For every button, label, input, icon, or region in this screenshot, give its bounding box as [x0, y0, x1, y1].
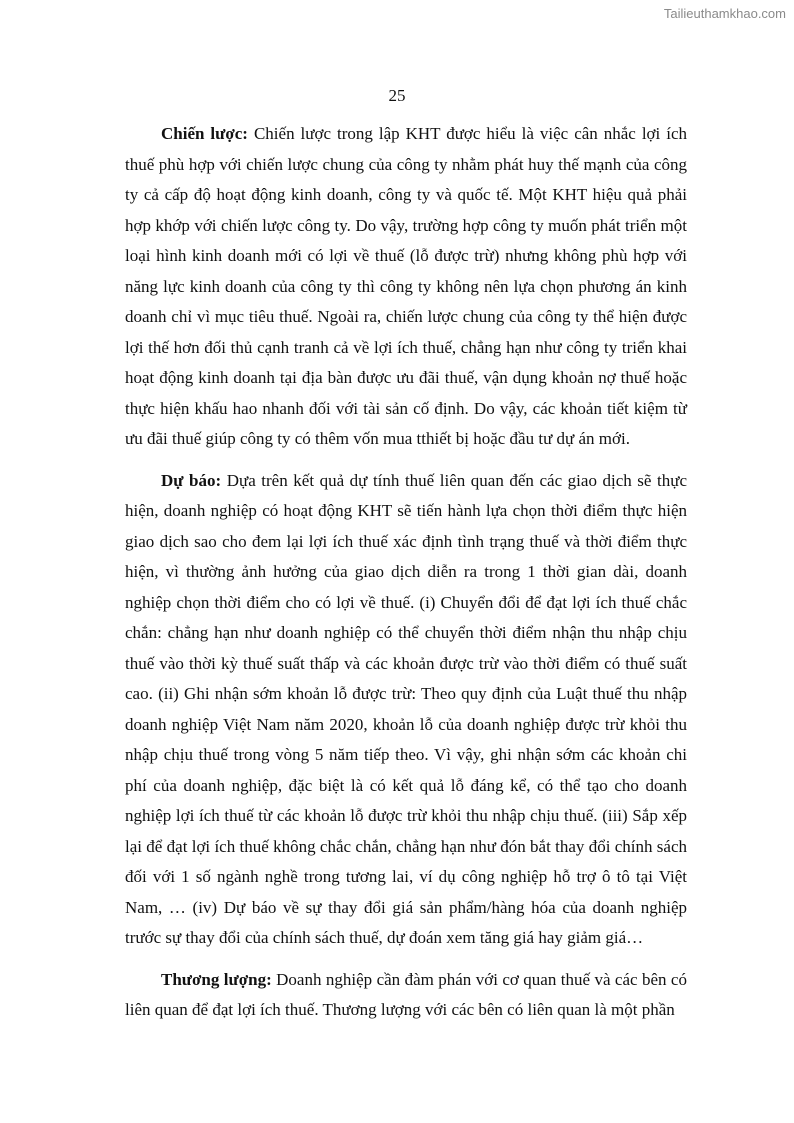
watermark-text: Tailieuthamkhao.com — [663, 6, 786, 21]
paragraph-heading: Thương lượng: — [161, 969, 272, 989]
paragraph-heading: Dự báo: — [161, 470, 222, 490]
paragraph-text: Doanh nghiệp cần đàm phán với cơ quan thuế và các bên có liên quan để đạt lợi ích thuế. Thương lượng với các bên có liên quan là một phần — [125, 969, 687, 1019]
paragraph-du-bao — [125, 466, 687, 954]
paragraph-text: Dựa trên kết quả dự tính thuế liên quan đến các giao dịch sẽ thực hiện, doanh nghiệp có hoạt động KHT sẽ tiến hành lựa chọn thời điểm thực hiện giao dịch sao cho đem lại lợi ích thuế xác định tình trạng thuế và thời điểm thực hiện, vì thường ảnh hưởng của giao dịch diễn ra trong 1 thời gian dài, doanh nghiệp chọn thời điểm cho có lợi về thuế. (i) Chuyển đổi để đạt lợi ích thuế chắc chắn: chẳng hạn như doanh nghiệp có thể chuyển thời điểm nhận thu nhập chịu thuế vào thời kỳ thuế suất thấp và các khoản được trừ vào thời điểm có thuế suất cao. (ii) Ghi nhận sớm khoản lỗ được trừ: Theo quy định của Luật thuế thu nhập doanh nghiệp Việt Nam năm 2020, khoản lỗ của doanh nghiệp được trừ khỏi thu nhập chịu thuế trong vòng 5 năm tiếp theo. Vì vậy, ghi nhận sớm các khoản chi phí của doanh nghiệp, đặc biệt là có kết quả lỗ đáng kể, có thể tạo cho doanh nghiệp lợi ích thuế từ các khoản lỗ được trừ khỏi thu nhập chịu thuế. (iii) Sắp xếp lại để đạt lợi ích thuế không chắc chắn, chẳng hạn như đón bắt thay đổi chính sách đối với 1 số ngành nghề trong tương lai, ví dụ công nghiệp hỗ trợ ô tô tại Việt Nam, … (iv) Dự báo về sự thay đổi giá sản phẩm/hàng hóa của doanh nghiệp trước sự thay đổi của chính sách thuế, dự đoán xem tăng giá hay giảm giá… — [125, 470, 687, 947]
paragraph-chien-luoc — [125, 119, 687, 455]
paragraph-text: Chiến lược trong lập KHT được hiểu là việc cân nhắc lợi ích thuế phù hợp với chiến lược chung của công ty nhằm phát huy thế mạnh của công ty cả cấp độ hoạt động kinh doanh, công ty và quốc tế. Một KHT hiệu quả phải hợp khớp với chiến lược công ty. Do vậy, trường hợp công ty muốn phát triển một loại hình kinh doanh mới có lợi về thuế (lỗ được trừ) nhưng không phù hợp với năng lực kinh doanh của công ty thì công ty không nên lựa chọn phương án kinh doanh chỉ vì mục tiêu thuế. Ngoài ra, chiến lược chung của công ty thể hiện được lợi thế hơn đối thủ cạnh tranh cả về lợi ích thuế, chẳng hạn như công ty triển khai hoạt động kinh doanh tại địa bàn được ưu đãi thuế, vận dụng khoản nợ thuế hoặc thực hiện khấu hao nhanh đối với tài sản cố định. Do vậy, các khoản tiết kiệm từ ưu đãi thuế giúp công ty có thêm vốn mua tthiết bị hoặc đầu tư dự án mới. — [125, 124, 688, 448]
page-number: 25 — [388, 86, 406, 105]
paragraph-heading: Chiến lược: — [161, 124, 248, 143]
document-body — [125, 119, 687, 1037]
paragraph-thuong-luong — [125, 965, 687, 1026]
